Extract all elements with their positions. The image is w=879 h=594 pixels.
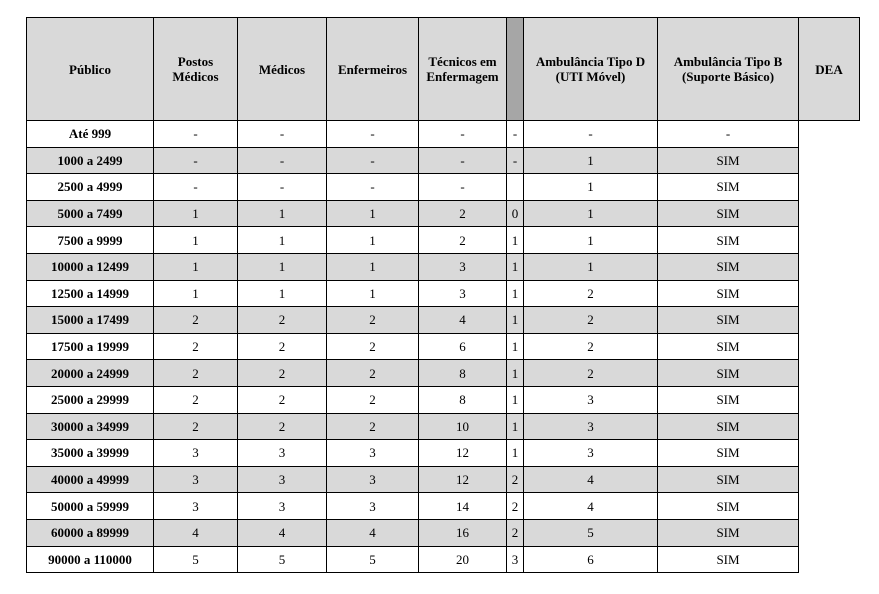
cell-enfermeiros: 2 (327, 413, 419, 440)
cell-tecnicos: 8 (419, 360, 507, 387)
cell-dea: SIM (658, 546, 799, 573)
cell-medicos: 1 (238, 200, 327, 227)
cell-enfermeiros: 2 (327, 307, 419, 334)
cell-postos: 2 (154, 333, 238, 360)
cell-amb-b: 6 (524, 546, 658, 573)
cell-publico: 50000 a 59999 (27, 493, 154, 520)
cell-postos: 5 (154, 546, 238, 573)
cell-enfermeiros: 2 (327, 386, 419, 413)
cell-dea: SIM (658, 386, 799, 413)
cell-dea: SIM (658, 413, 799, 440)
cell-enfermeiros: 5 (327, 546, 419, 573)
table-row (27, 147, 860, 174)
cell-medicos: 2 (238, 360, 327, 387)
cell-amb-d: 1 (507, 280, 524, 307)
table-row (27, 333, 860, 360)
cell-amb-d: 1 (507, 253, 524, 280)
table-row (27, 253, 860, 280)
cell-amb-b: 1 (524, 147, 658, 174)
header-enfermeiros: Enfermeiros (327, 18, 419, 121)
cell-dea: SIM (658, 307, 799, 334)
column-divider (507, 18, 524, 121)
cell-amb-d: 2 (507, 466, 524, 493)
header-amb-d-line2: (UTI Móvel) (555, 69, 626, 84)
cell-enfermeiros: 1 (327, 253, 419, 280)
cell-amb-b: 5 (524, 519, 658, 546)
cell-tecnicos: 3 (419, 253, 507, 280)
cell-postos: 2 (154, 386, 238, 413)
cell-amb-d: 1 (507, 307, 524, 334)
header-amb-b-line2: (Suporte Básico) (681, 69, 775, 84)
cell-tecnicos: 2 (419, 227, 507, 254)
cell-amb-d: 3 (507, 546, 524, 573)
cell-medicos: 1 (238, 253, 327, 280)
header-ambulancia-d (524, 18, 658, 121)
cell-publico: 20000 a 24999 (27, 360, 154, 387)
cell-postos: 2 (154, 413, 238, 440)
cell-amb-b: 3 (524, 440, 658, 467)
table-row (27, 493, 860, 520)
cell-postos: 1 (154, 200, 238, 227)
cell-enfermeiros: - (327, 121, 419, 148)
cell-enfermeiros: 4 (327, 519, 419, 546)
cell-medicos: 3 (238, 466, 327, 493)
cell-publico: 30000 a 34999 (27, 413, 154, 440)
cell-amb-b: 3 (524, 413, 658, 440)
cell-tecnicos: 14 (419, 493, 507, 520)
cell-amb-d: 1 (507, 440, 524, 467)
cell-amb-b: 1 (524, 174, 658, 201)
cell-enfermeiros: 1 (327, 200, 419, 227)
table-row (27, 121, 860, 148)
cell-medicos: 5 (238, 546, 327, 573)
table-row (27, 466, 860, 493)
cell-tecnicos: 6 (419, 333, 507, 360)
cell-publico: 10000 a 12499 (27, 253, 154, 280)
header-tecnicos-line2: Enfermagem (426, 69, 499, 84)
table-row (27, 440, 860, 467)
cell-amb-b: 2 (524, 333, 658, 360)
table-row (27, 307, 860, 334)
cell-enfermeiros: 3 (327, 493, 419, 520)
cell-medicos: 1 (238, 280, 327, 307)
header-postos-medicos (154, 18, 238, 121)
cell-postos: 1 (154, 227, 238, 254)
cell-enfermeiros: 3 (327, 466, 419, 493)
cell-amb-b: 1 (524, 227, 658, 254)
cell-medicos: 4 (238, 519, 327, 546)
table-row (27, 546, 860, 573)
cell-amb-d (507, 174, 524, 201)
cell-medicos: 3 (238, 440, 327, 467)
cell-enfermeiros: 3 (327, 440, 419, 467)
cell-amb-d: - (507, 147, 524, 174)
cell-postos: 2 (154, 360, 238, 387)
cell-amb-b: 4 (524, 493, 658, 520)
cell-dea: SIM (658, 227, 799, 254)
cell-publico: 60000 a 89999 (27, 519, 154, 546)
cell-tecnicos: 10 (419, 413, 507, 440)
header-medicos: Médicos (238, 18, 327, 121)
cell-publico: 7500 a 9999 (27, 227, 154, 254)
cell-tecnicos: - (419, 147, 507, 174)
cell-tecnicos: 3 (419, 280, 507, 307)
cell-medicos: - (238, 174, 327, 201)
cell-amb-d: 0 (507, 200, 524, 227)
cell-dea: SIM (658, 333, 799, 360)
cell-medicos: 2 (238, 307, 327, 334)
cell-tecnicos: 12 (419, 440, 507, 467)
cell-amb-d: 2 (507, 519, 524, 546)
cell-dea: - (658, 121, 799, 148)
cell-amb-b: 1 (524, 253, 658, 280)
cell-amb-d: 2 (507, 493, 524, 520)
table-row (27, 174, 860, 201)
cell-publico: 35000 a 39999 (27, 440, 154, 467)
cell-dea: SIM (658, 174, 799, 201)
table-row (27, 386, 860, 413)
cell-amb-d: 1 (507, 333, 524, 360)
cell-dea: SIM (658, 280, 799, 307)
cell-publico: 40000 a 49999 (27, 466, 154, 493)
cell-publico: 5000 a 7499 (27, 200, 154, 227)
header-publico: Público (27, 18, 154, 121)
cell-postos: 3 (154, 493, 238, 520)
cell-amb-b: 2 (524, 307, 658, 334)
header-tecnicos-line1: Técnicos em (428, 54, 497, 69)
table-row (27, 280, 860, 307)
table-body (27, 121, 860, 573)
cell-postos: - (154, 121, 238, 148)
cell-amb-b: 3 (524, 386, 658, 413)
cell-publico: Até 999 (27, 121, 154, 148)
cell-publico: 90000 a 110000 (27, 546, 154, 573)
cell-dea: SIM (658, 466, 799, 493)
cell-publico: 2500 a 4999 (27, 174, 154, 201)
cell-postos: 2 (154, 307, 238, 334)
cell-amb-d: 1 (507, 413, 524, 440)
cell-dea: SIM (658, 493, 799, 520)
cell-postos: 3 (154, 440, 238, 467)
cell-publico: 1000 a 2499 (27, 147, 154, 174)
cell-tecnicos: - (419, 121, 507, 148)
header-amb-d-line1: Ambulância Tipo D (535, 54, 646, 69)
cell-tecnicos: 16 (419, 519, 507, 546)
cell-amb-d: 1 (507, 227, 524, 254)
cell-publico: 17500 a 19999 (27, 333, 154, 360)
header-dea: DEA (799, 18, 860, 121)
cell-medicos: 2 (238, 386, 327, 413)
cell-postos: 1 (154, 280, 238, 307)
cell-dea: SIM (658, 360, 799, 387)
cell-dea: SIM (658, 253, 799, 280)
cell-amb-d: 1 (507, 386, 524, 413)
cell-amb-b: 4 (524, 466, 658, 493)
cell-amb-d: - (507, 121, 524, 148)
cell-dea: SIM (658, 440, 799, 467)
cell-amb-b: 2 (524, 360, 658, 387)
cell-enfermeiros: 2 (327, 360, 419, 387)
cell-publico: 25000 a 29999 (27, 386, 154, 413)
cell-tecnicos: 2 (419, 200, 507, 227)
cell-postos: 3 (154, 466, 238, 493)
table-row (27, 413, 860, 440)
cell-medicos: 2 (238, 413, 327, 440)
cell-tecnicos: 8 (419, 386, 507, 413)
cell-medicos: - (238, 121, 327, 148)
table-row (27, 360, 860, 387)
cell-dea: SIM (658, 147, 799, 174)
cell-postos: - (154, 174, 238, 201)
header-postos-line2: Médicos (172, 69, 219, 84)
cell-tecnicos: 12 (419, 466, 507, 493)
cell-dea: SIM (658, 519, 799, 546)
table-row (27, 200, 860, 227)
cell-medicos: - (238, 147, 327, 174)
cell-amb-d: 1 (507, 360, 524, 387)
cell-tecnicos: - (419, 174, 507, 201)
header-tecnicos (419, 18, 507, 121)
header-postos-line1: Postos (177, 54, 214, 69)
staffing-table (26, 17, 860, 573)
cell-tecnicos: 4 (419, 307, 507, 334)
header-amb-b-line1: Ambulância Tipo B (673, 54, 783, 69)
header-row (27, 18, 860, 121)
cell-postos: 1 (154, 253, 238, 280)
cell-medicos: 2 (238, 333, 327, 360)
cell-enfermeiros: - (327, 147, 419, 174)
table-row (27, 227, 860, 254)
cell-publico: 12500 a 14999 (27, 280, 154, 307)
cell-enfermeiros: 1 (327, 280, 419, 307)
cell-amb-b: - (524, 121, 658, 148)
cell-enfermeiros: 1 (327, 227, 419, 254)
cell-dea: SIM (658, 200, 799, 227)
cell-postos: - (154, 147, 238, 174)
cell-tecnicos: 20 (419, 546, 507, 573)
header-ambulancia-b (658, 18, 799, 121)
cell-medicos: 1 (238, 227, 327, 254)
cell-amb-b: 1 (524, 200, 658, 227)
table-row (27, 519, 860, 546)
cell-medicos: 3 (238, 493, 327, 520)
cell-enfermeiros: 2 (327, 333, 419, 360)
cell-postos: 4 (154, 519, 238, 546)
cell-publico: 15000 a 17499 (27, 307, 154, 334)
cell-amb-b: 2 (524, 280, 658, 307)
cell-enfermeiros: - (327, 174, 419, 201)
